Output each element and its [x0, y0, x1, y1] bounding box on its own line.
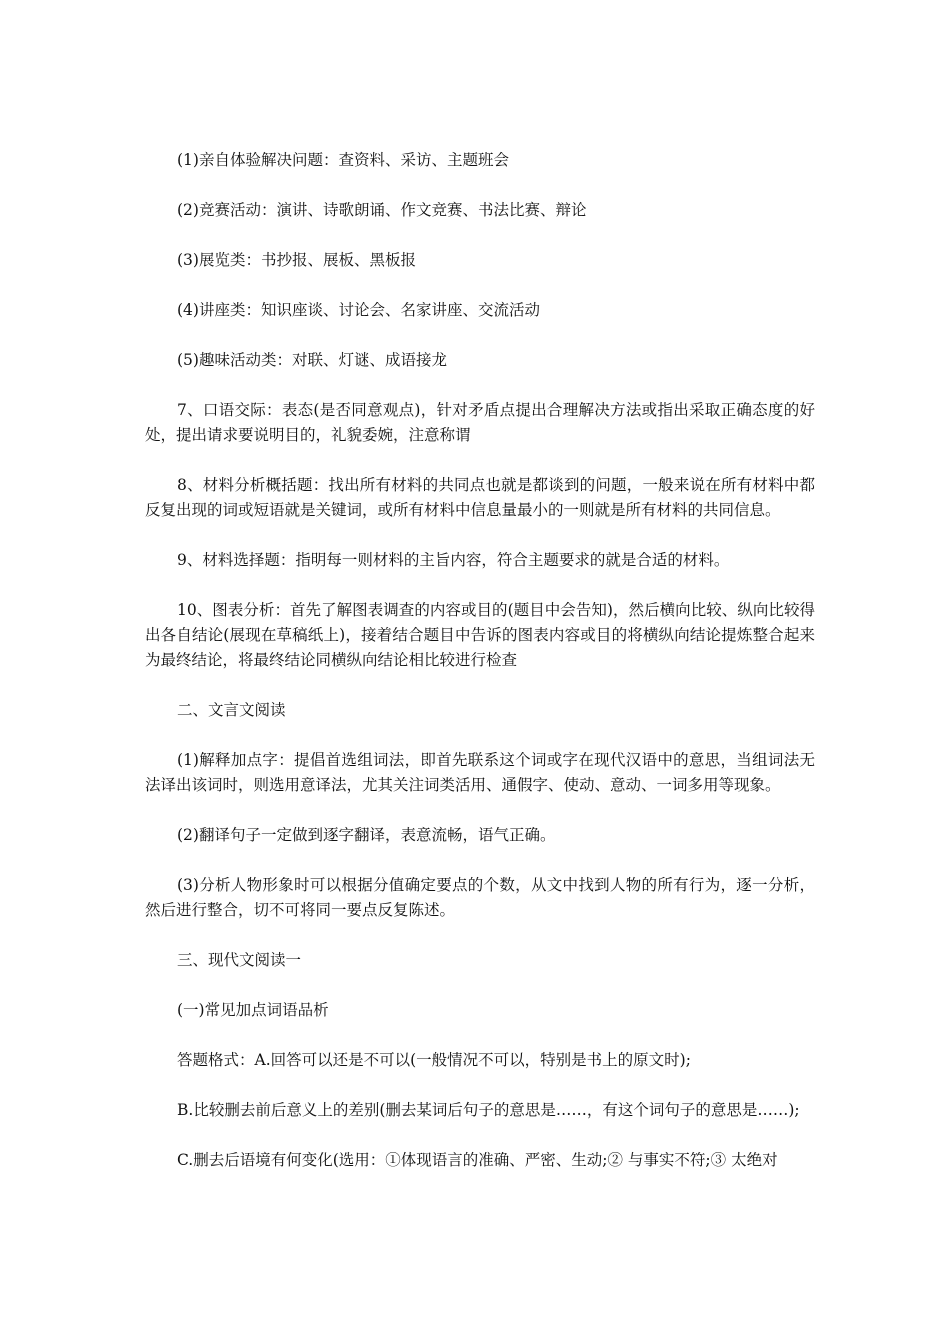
- paragraph-15: C.删去后语境有何变化(选用：①体现语言的准确、严密、生动;② 与事实不符;③ 太绝对: [177, 1151, 778, 1169]
- paragraph-4: (4)讲座类：知识座谈、讨论会、名家讲座、交流活动: [177, 301, 540, 319]
- section-heading-modern-reading: 三、现代文阅读一: [177, 951, 302, 969]
- paragraph-6: 7、口语交际：表态(是否同意观点)，针对矛盾点提出合理解决方法或指出采取正确态度的好处，提出请求要说明目的，礼貌委婉，注意称谓: [145, 401, 815, 444]
- paragraph-7: 8、材料分析概括题：找出所有材料的共同点也就是都谈到的问题，一般来说在所有材料中都反复出现的词或短语就是关键词，或所有材料中信息量最小的一则就是所有材料的共同信息。: [145, 476, 815, 519]
- paragraph-5: (5)趣味活动类：对联、灯谜、成语接龙: [177, 351, 447, 369]
- paragraph-13: 答题格式：A.回答可以还是不可以(一般情况不可以，特别是书上的原文时);: [177, 1051, 691, 1069]
- paragraph-11: (2)翻译句子一定做到逐字翻译，表意流畅，语气正确。: [177, 826, 556, 844]
- paragraph-8: 9、材料选择题：指明每一则材料的主旨内容，符合主题要求的就是合适的材料。: [177, 551, 730, 569]
- paragraph-9: 10、图表分析：首先了解图表调查的内容或目的(题目中会告知)，然后横向比较、纵向比较得出各自结论(展现在草稿纸上)，接着结合题目中告诉的图表内容或目的将横纵向结论提炼整合起来为最终结论，将最终结论同横纵向结论相比较进行检查: [145, 601, 815, 669]
- document-body: [145, 148, 815, 1198]
- paragraph-10: (1)解释加点字：提倡首选组词法，即首先联系这个词或字在现代汉语中的意思，当组词法无法译出该词时，则选用意译法，尤其关注词类活用、通假字、使动、意动、一词多用等现象。: [145, 751, 815, 794]
- paragraph-2: (2)竞赛活动：演讲、诗歌朗诵、作文竞赛、书法比赛、辩论: [177, 201, 587, 219]
- subsection-heading: (一)常见加点词语品析: [177, 1001, 329, 1019]
- paragraph-14: B.比较删去前后意义上的差别(删去某词后句子的意思是……，有这个词句子的意思是……);: [177, 1101, 800, 1119]
- section-heading-classical-chinese: 二、文言文阅读: [177, 701, 286, 719]
- paragraph-12: (3)分析人物形象时可以根据分值确定要点的个数，从文中找到人物的所有行为，逐一分析，然后进行整合，切不可将同一要点反复陈述。: [145, 876, 815, 919]
- paragraph-3: (3)展览类：书抄报、展板、黑板报: [177, 251, 416, 269]
- paragraph-1: (1)亲自体验解决问题：查资料、采访、主题班会: [177, 151, 509, 169]
